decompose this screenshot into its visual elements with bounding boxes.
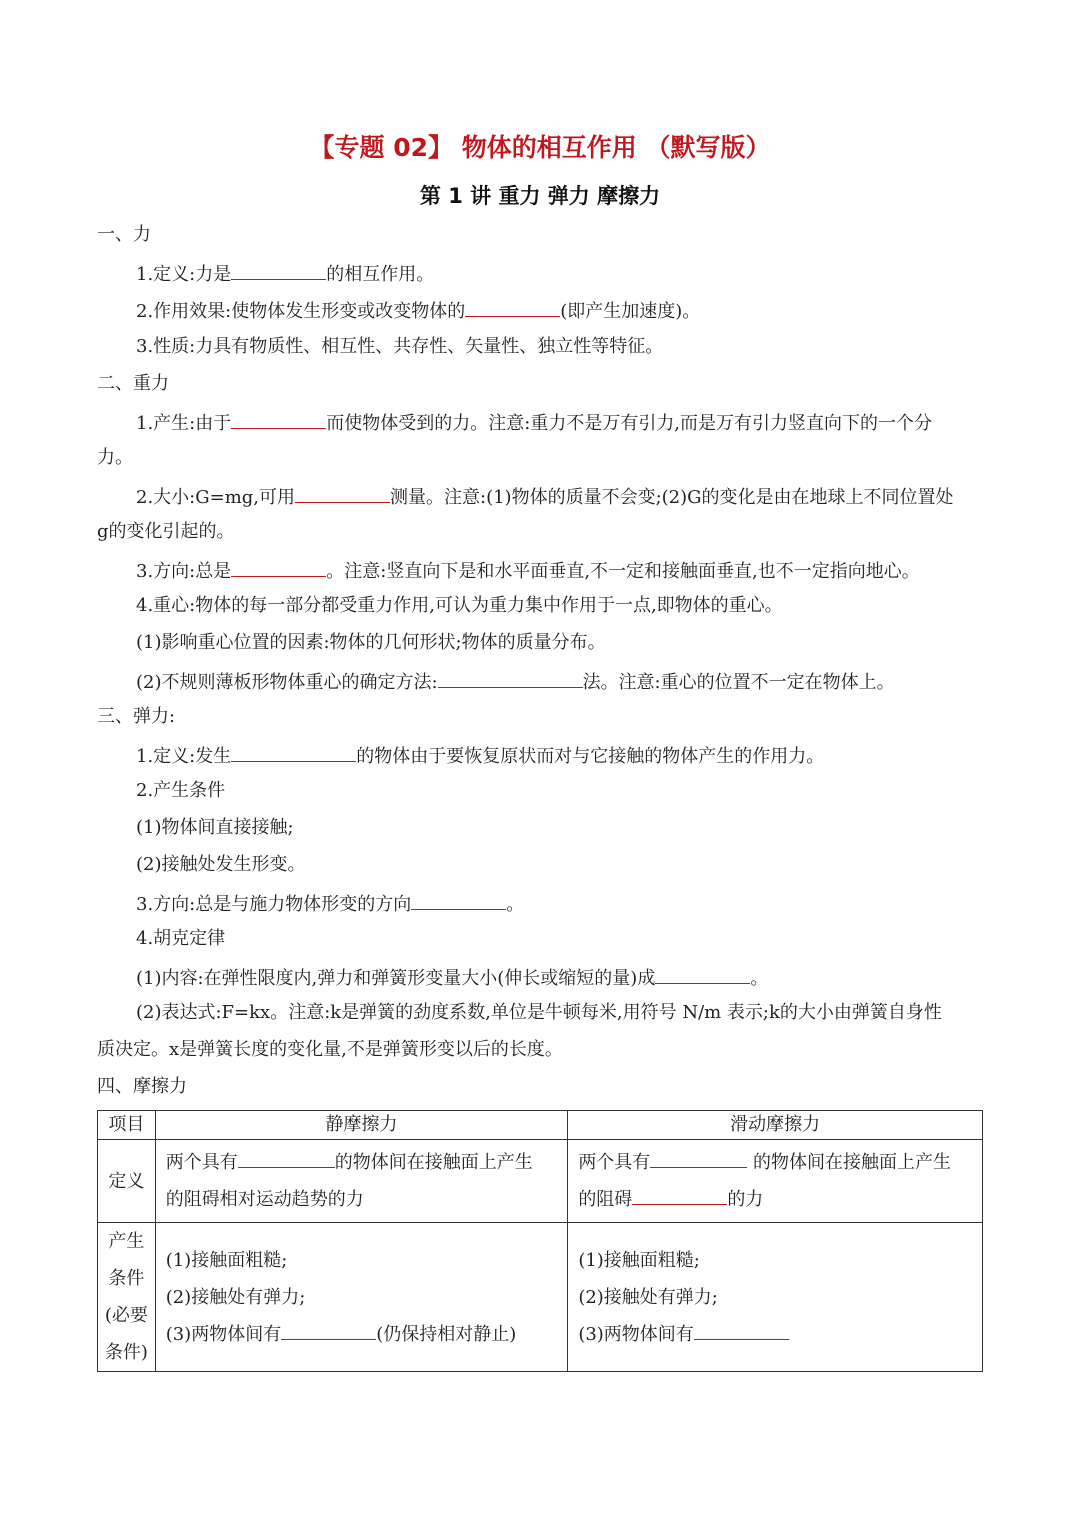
force-properties: 3.性质:力具有物质性、相互性、共存性、矢量性、独立性等特征。 xyxy=(136,336,664,357)
sliding-friction-conditions: (1)接触面粗糙; (2)接触处有弹力; (3)两物体间有 xyxy=(568,1223,983,1372)
fill-blank[interactable] xyxy=(465,296,560,317)
cog-factors: (1)影响重心位置的因素:物体的几何形状;物体的质量分布。 xyxy=(136,632,606,653)
force-effect: 2.作用效果:使物体发生形变或改变物体的 (即产生加速度)。 xyxy=(136,296,700,325)
gravity-origin: 1.产生:由于 而使物体受到的力。注意:重力不是万有引力,而是万有引力竖直向下的一个分 xyxy=(136,408,932,437)
lecture-subtitle: 第 1 讲 重力 弹力 摩擦力 xyxy=(419,184,661,208)
fill-blank[interactable] xyxy=(655,963,750,984)
elastic-condition-2: (2)接触处发生形变。 xyxy=(136,854,306,875)
sliding-friction-definition: 两个具有 的物体间在接触面上产生 的阻碍 的力 xyxy=(568,1140,983,1223)
section-heading-gravity: 二、重力 xyxy=(97,373,169,394)
header-static-friction: 静摩擦力 xyxy=(155,1111,568,1140)
hookes-law-expression: (2)表达式:F=kx。注意:k是弹簧的劲度系数,单位是牛顿每米,用符号 N/m 表示;k的大小由弹簧自身性 xyxy=(136,1002,942,1023)
header-sliding-friction: 滑动摩擦力 xyxy=(568,1111,983,1140)
section-heading-friction: 四、摩擦力 xyxy=(97,1076,187,1097)
fill-blank[interactable] xyxy=(632,1184,727,1205)
hookes-law-content: (1)内容:在弹性限度内,弹力和弹簧形变量大小(伸长或缩短的量)成 。 xyxy=(136,963,768,992)
static-friction-conditions: (1)接触面粗糙; (2)接触处有弹力; (3)两物体间有 (仍保持相对静止) xyxy=(155,1223,568,1372)
fill-blank[interactable] xyxy=(411,889,506,910)
section-heading-force: 一、力 xyxy=(97,224,151,245)
table-row-definition xyxy=(98,1140,983,1223)
header-item: 项目 xyxy=(98,1111,156,1140)
fill-blank[interactable] xyxy=(231,741,356,762)
fill-blank[interactable] xyxy=(295,482,390,503)
row-label-definition: 定义 xyxy=(98,1140,156,1223)
fill-blank[interactable] xyxy=(281,1319,376,1340)
fill-blank[interactable] xyxy=(438,667,583,688)
gravity-magnitude-cont: g的变化引起的。 xyxy=(97,521,235,542)
elastic-definition: 1.定义:发生 的物体由于要恢复原状而对与它接触的物体产生的作用力。 xyxy=(136,741,824,770)
fill-blank[interactable] xyxy=(694,1319,789,1340)
elastic-direction: 3.方向:总是与施力物体形变的方向 。 xyxy=(136,889,524,918)
table-row-conditions xyxy=(98,1223,983,1372)
elastic-condition-1: (1)物体间直接接触; xyxy=(136,817,294,838)
elastic-conditions: 2.产生条件 xyxy=(136,780,226,801)
gravity-direction: 3.方向:总是 。注意:竖直向下是和水平面垂直,不一定和接触面垂直,也不一定指向地心。 xyxy=(136,556,920,585)
static-friction-definition: 两个具有 的物体间在接触面上产生 的阻碍相对运动趋势的力 xyxy=(155,1140,568,1223)
cog-method: (2)不规则薄板形物体重心的确定方法: 法。注意:重心的位置不一定在物体上。 xyxy=(136,667,895,696)
force-definition: 1.定义:力是 的相互作用。 xyxy=(136,259,434,288)
gravity-magnitude: 2.大小:G=mg,可用 测量。注意:(1)物体的质量不会变;(2)G的变化是由在地球上不同位置处 xyxy=(136,482,954,511)
fill-blank[interactable] xyxy=(238,1147,335,1168)
fill-blank[interactable] xyxy=(231,408,326,429)
gravity-origin-cont: 力。 xyxy=(97,447,133,468)
section-heading-elastic: 三、弹力: xyxy=(97,706,176,727)
fill-blank[interactable] xyxy=(650,1147,747,1168)
document-title: 【专题 02】 物体的相互作用 （默写版） xyxy=(309,133,771,162)
table-header-row xyxy=(98,1111,983,1140)
fill-blank[interactable] xyxy=(231,259,326,280)
friction-table xyxy=(97,1110,983,1372)
hookes-law: 4.胡克定律 xyxy=(136,928,226,949)
hookes-law-expression-cont: 质决定。x是弹簧长度的变化量,不是弹簧形变以后的长度。 xyxy=(97,1039,563,1060)
center-of-gravity: 4.重心:物体的每一部分都受重力作用,可认为重力集中作用于一点,即物体的重心。 xyxy=(136,595,783,616)
row-label-conditions: 产生条件(必要条件) xyxy=(98,1223,156,1372)
fill-blank[interactable] xyxy=(231,556,326,577)
